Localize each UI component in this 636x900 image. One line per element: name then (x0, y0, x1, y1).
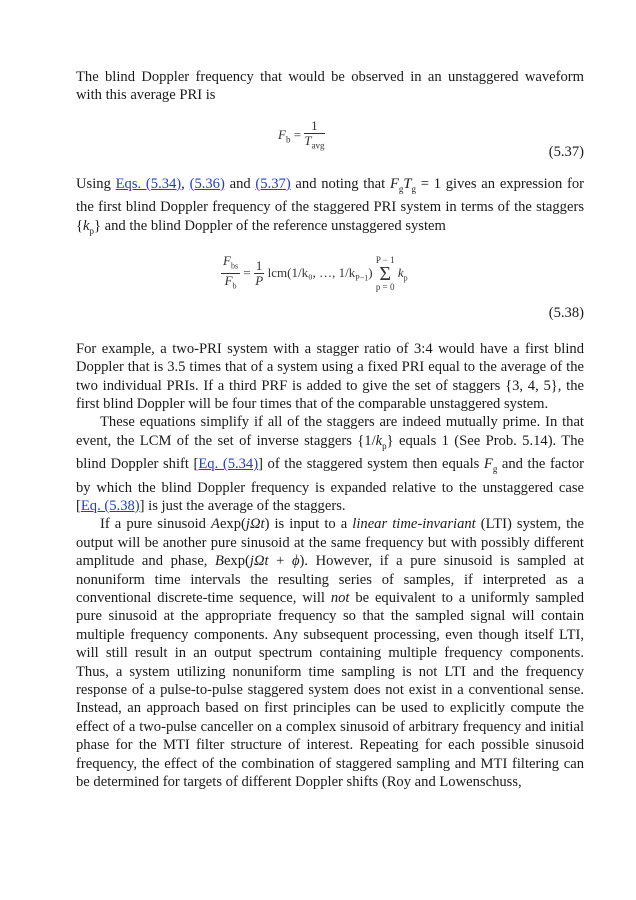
paragraph-staggered-expression: Using Eqs. (5.34), (5.36) and (5.37) and noting that $F_gT_g = 1$ gives an expression for the first blind Doppler frequency of the staggered PRI system in terms of the staggers $\{k_p\}$ and the blind Doppler of the reference unstaggered system (76, 175, 585, 236)
ratio-fraction: $\frac{F_{bs}}{F_b}$ (223, 252, 239, 292)
summation: P − 1 Σ p = 0 (375, 254, 395, 292)
one-over-p-fraction: $\frac{1}{P}$ (255, 258, 264, 289)
link-eqs-5-34[interactable]: Eqs. (5.34) (115, 175, 182, 192)
link-eq-5-37[interactable]: (5.37) (255, 175, 291, 192)
paragraph-mutually-prime: These equations simplify if all of the staggers are indeed mutually prime. In that event, the LCM of the set of inverse staggers $\{1/k_p\}$ equals 1 (See Prob. 5.14). The blind Doppler shift [Eq. (5.34)] of the staggered system then equals $F_g$ and the factor by which the blind Doppler frequency is expanded relative to the unstaggered case [Eq. (5.38)] is just the average of the staggers. (76, 414, 584, 514)
equation-5-38 (76, 240, 584, 330)
equation-5-38-formula: $\frac{F_{bs}}{F_b}$ = $\frac{1}{P}$ lcm(1/k₀, …, $1/k_{P-1}$) P − 1 Σ p = 0 $k_p$ (221, 254, 408, 294)
paragraph-blind-doppler-intro: The blind Doppler frequency that would be observed in an unstaggered waveform with this average PRI is (76, 69, 584, 104)
page-body (76, 68, 584, 791)
paragraph-lti-sinusoid: If a pure sinusoid Aexp(jΩt) is input to a linear time-invariant (LTI) system, the output will be another pure sinusoid at the same frequency but with possibly different amplitude and phase, Bexp(jΩt + ϕ). However, if a pure sinusoid is sampled at nonuniform time intervals the resulting series of samples, if interpreted as a conventional discrete-time sequence, will not be equivalent to a uniformly sampled pure sinusoid at the appropriate frequency so that the sampled signal will contain multiple frequency components. Any subsequent processing, even though itself LTI, will still result in an output spectrum containing multiple frequency components. Thus, a system utilizing nonuniform time sampling is not LTI and the frequency response of a pulse-to-pulse staggered system does not exist in a conventional sense. Instead, an approach based on first principles can be used to explicitly compute the effect of a two-pulse canceller on a complex sinusoid of arbitrary frequency and initial phase for the MTI filter structure of interest. Repeating for each possible sinusoid frequency, the effect of the combination of staggered sampling and MTI filtering can be determined for targets of different Doppler shifts (Roy and Lowenschuss, (76, 516, 584, 790)
equation-5-37-formula: $F_b$ = $\frac{1}{T_{avg}}$ (278, 117, 325, 151)
paragraph-example: For example, a two-PRI system with a stagger ratio of 3:4 would have a first blind Doppler that is 3.5 times that of a system using a fixed PRI equal to the average of the two individual PRIs. If a third PRF is added to give the set of staggers {3, 4, 5}, the first blind Doppler will be four times that of the comparable unstaggered system. (76, 340, 584, 413)
equation-number-5-38: (5.38) (548, 304, 584, 321)
link-eq-5-34[interactable]: Eq. (5.34) (198, 456, 259, 473)
link-eq-5-38[interactable]: Eq. (5.38) (80, 497, 140, 514)
equation-number-5-37: (5.37) (548, 143, 584, 160)
fraction: $\frac{1}{T_{avg}}$ (304, 117, 325, 151)
equation-5-37 (76, 105, 584, 163)
link-eq-5-36[interactable]: (5.36) (189, 175, 225, 192)
